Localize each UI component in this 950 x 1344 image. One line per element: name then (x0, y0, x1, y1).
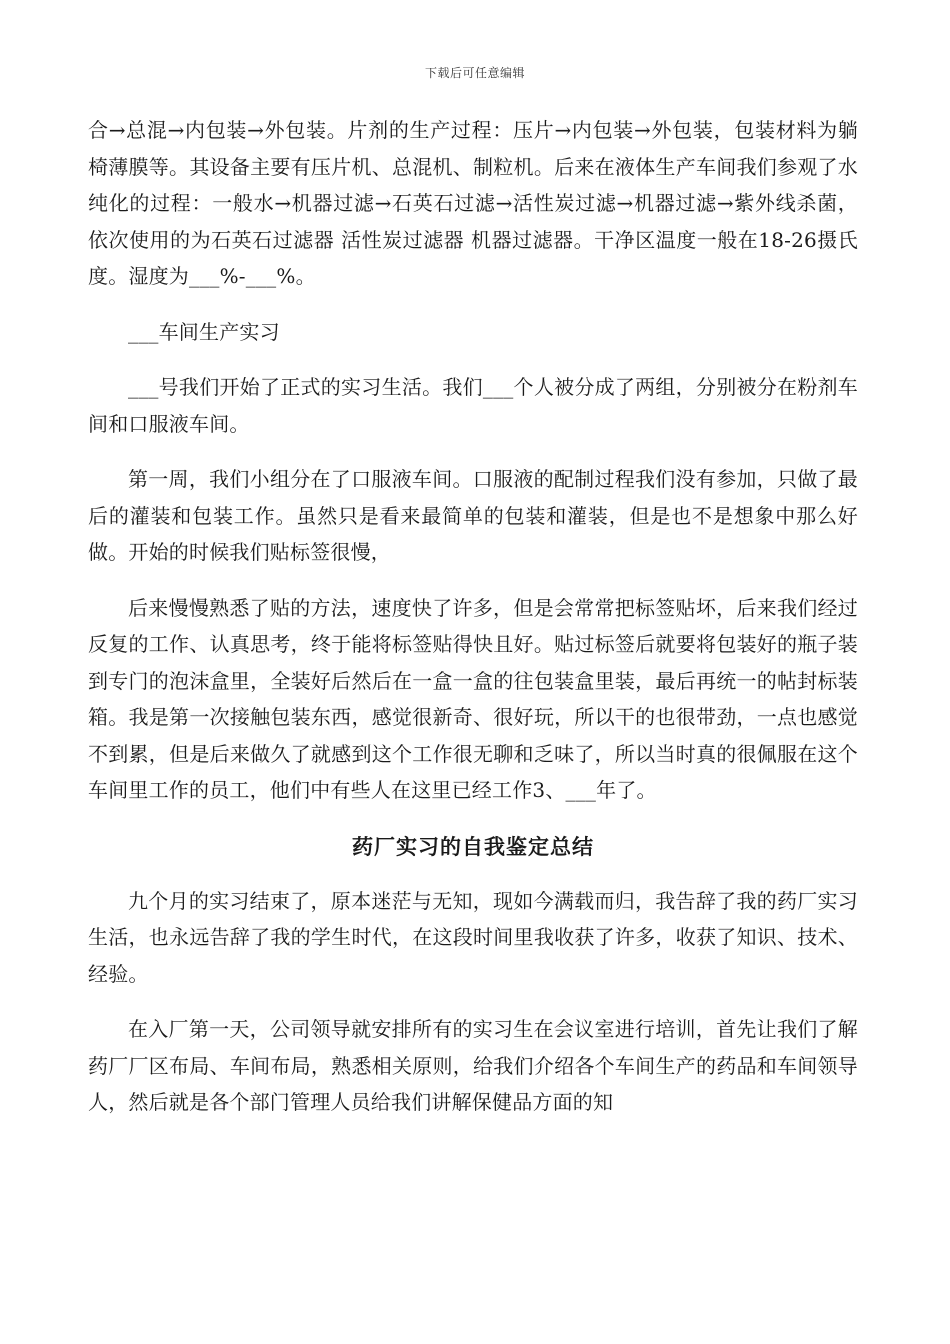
document-body (88, 112, 858, 1140)
paragraph-summary-intro: 九个月的实习结束了，原本迷茫与无知，现如今满载而归，我告辞了我的药厂实习生活，也永远告辞了我的学生时代，在这段时间里我收获了许多，收获了知识、技术、经验。 (88, 888, 858, 986)
paragraph-first-day-training: 在入厂第一天，公司领导就安排所有的实习生在会议室进行培训，首先让我们了解药厂厂区布局、车间布局，熟悉相关原则，给我们介绍各个车间生产的药品和车间领导人，然后就是各个部门管理人员给我们讲解保健品方面的知 (88, 1017, 858, 1114)
paragraph-workshop-heading: ___车间生产实习 (128, 319, 280, 344)
paragraph-labeling-work: 后来慢慢熟悉了贴的方法，速度快了许多，但是会常常把标签贴坏，后来我们经过反复的工作、认真思考，终于能将标签贴得快且好。贴过标签后就要将包装好的瓶子装到专门的泡沫盒里，全装好后然后在一盒一盒的往包装盒里装，最后再统一的帖封标装箱。我是第一次接触包装东西，感觉很新奇、很好玩，所以干的也很带劲，一点也感觉不到累，但是后来做久了就感到这个工作很无聊和乏味了，所以当时真的很佩服在这个车间里工作的员工，他们中有些人在这里已经工作3、___年了。 (88, 595, 858, 802)
paragraph-internship-start: ___号我们开始了正式的实习生活。我们___个人被分成了两组，分别被分在粉剂车间和口服液车间。 (88, 375, 858, 436)
paragraph-first-week: 第一周，我们小组分在了口服液车间。口服液的配制过程我们没有参加，只做了最后的灌装和包装工作。虽然只是看来最简单的包装和灌装，但是也不是想象中那么好做。开始的时候我们贴标签很慢， (88, 467, 858, 564)
paragraph-process-description: 合→总混→内包装→外包装。片剂的生产过程：压片→内包装→外包装，包装材料为躺椅薄膜等。其设备主要有压片机、总混机、制粒机。后来在液体生产车间我们参观了水纯化的过程：一般水→机器过滤→石英石过滤→活性炭过滤→机器过滤→紫外线杀菌，依次使用的为石英石过滤器 活性炭过滤器 机器过滤器。干净区温度一般在18-26摄氏度。湿度为___%-___%。 (88, 118, 858, 288)
section-title: 药厂实习的自我鉴定总结 (352, 833, 594, 859)
header-note: 下载后可任意编辑 (424, 66, 525, 80)
